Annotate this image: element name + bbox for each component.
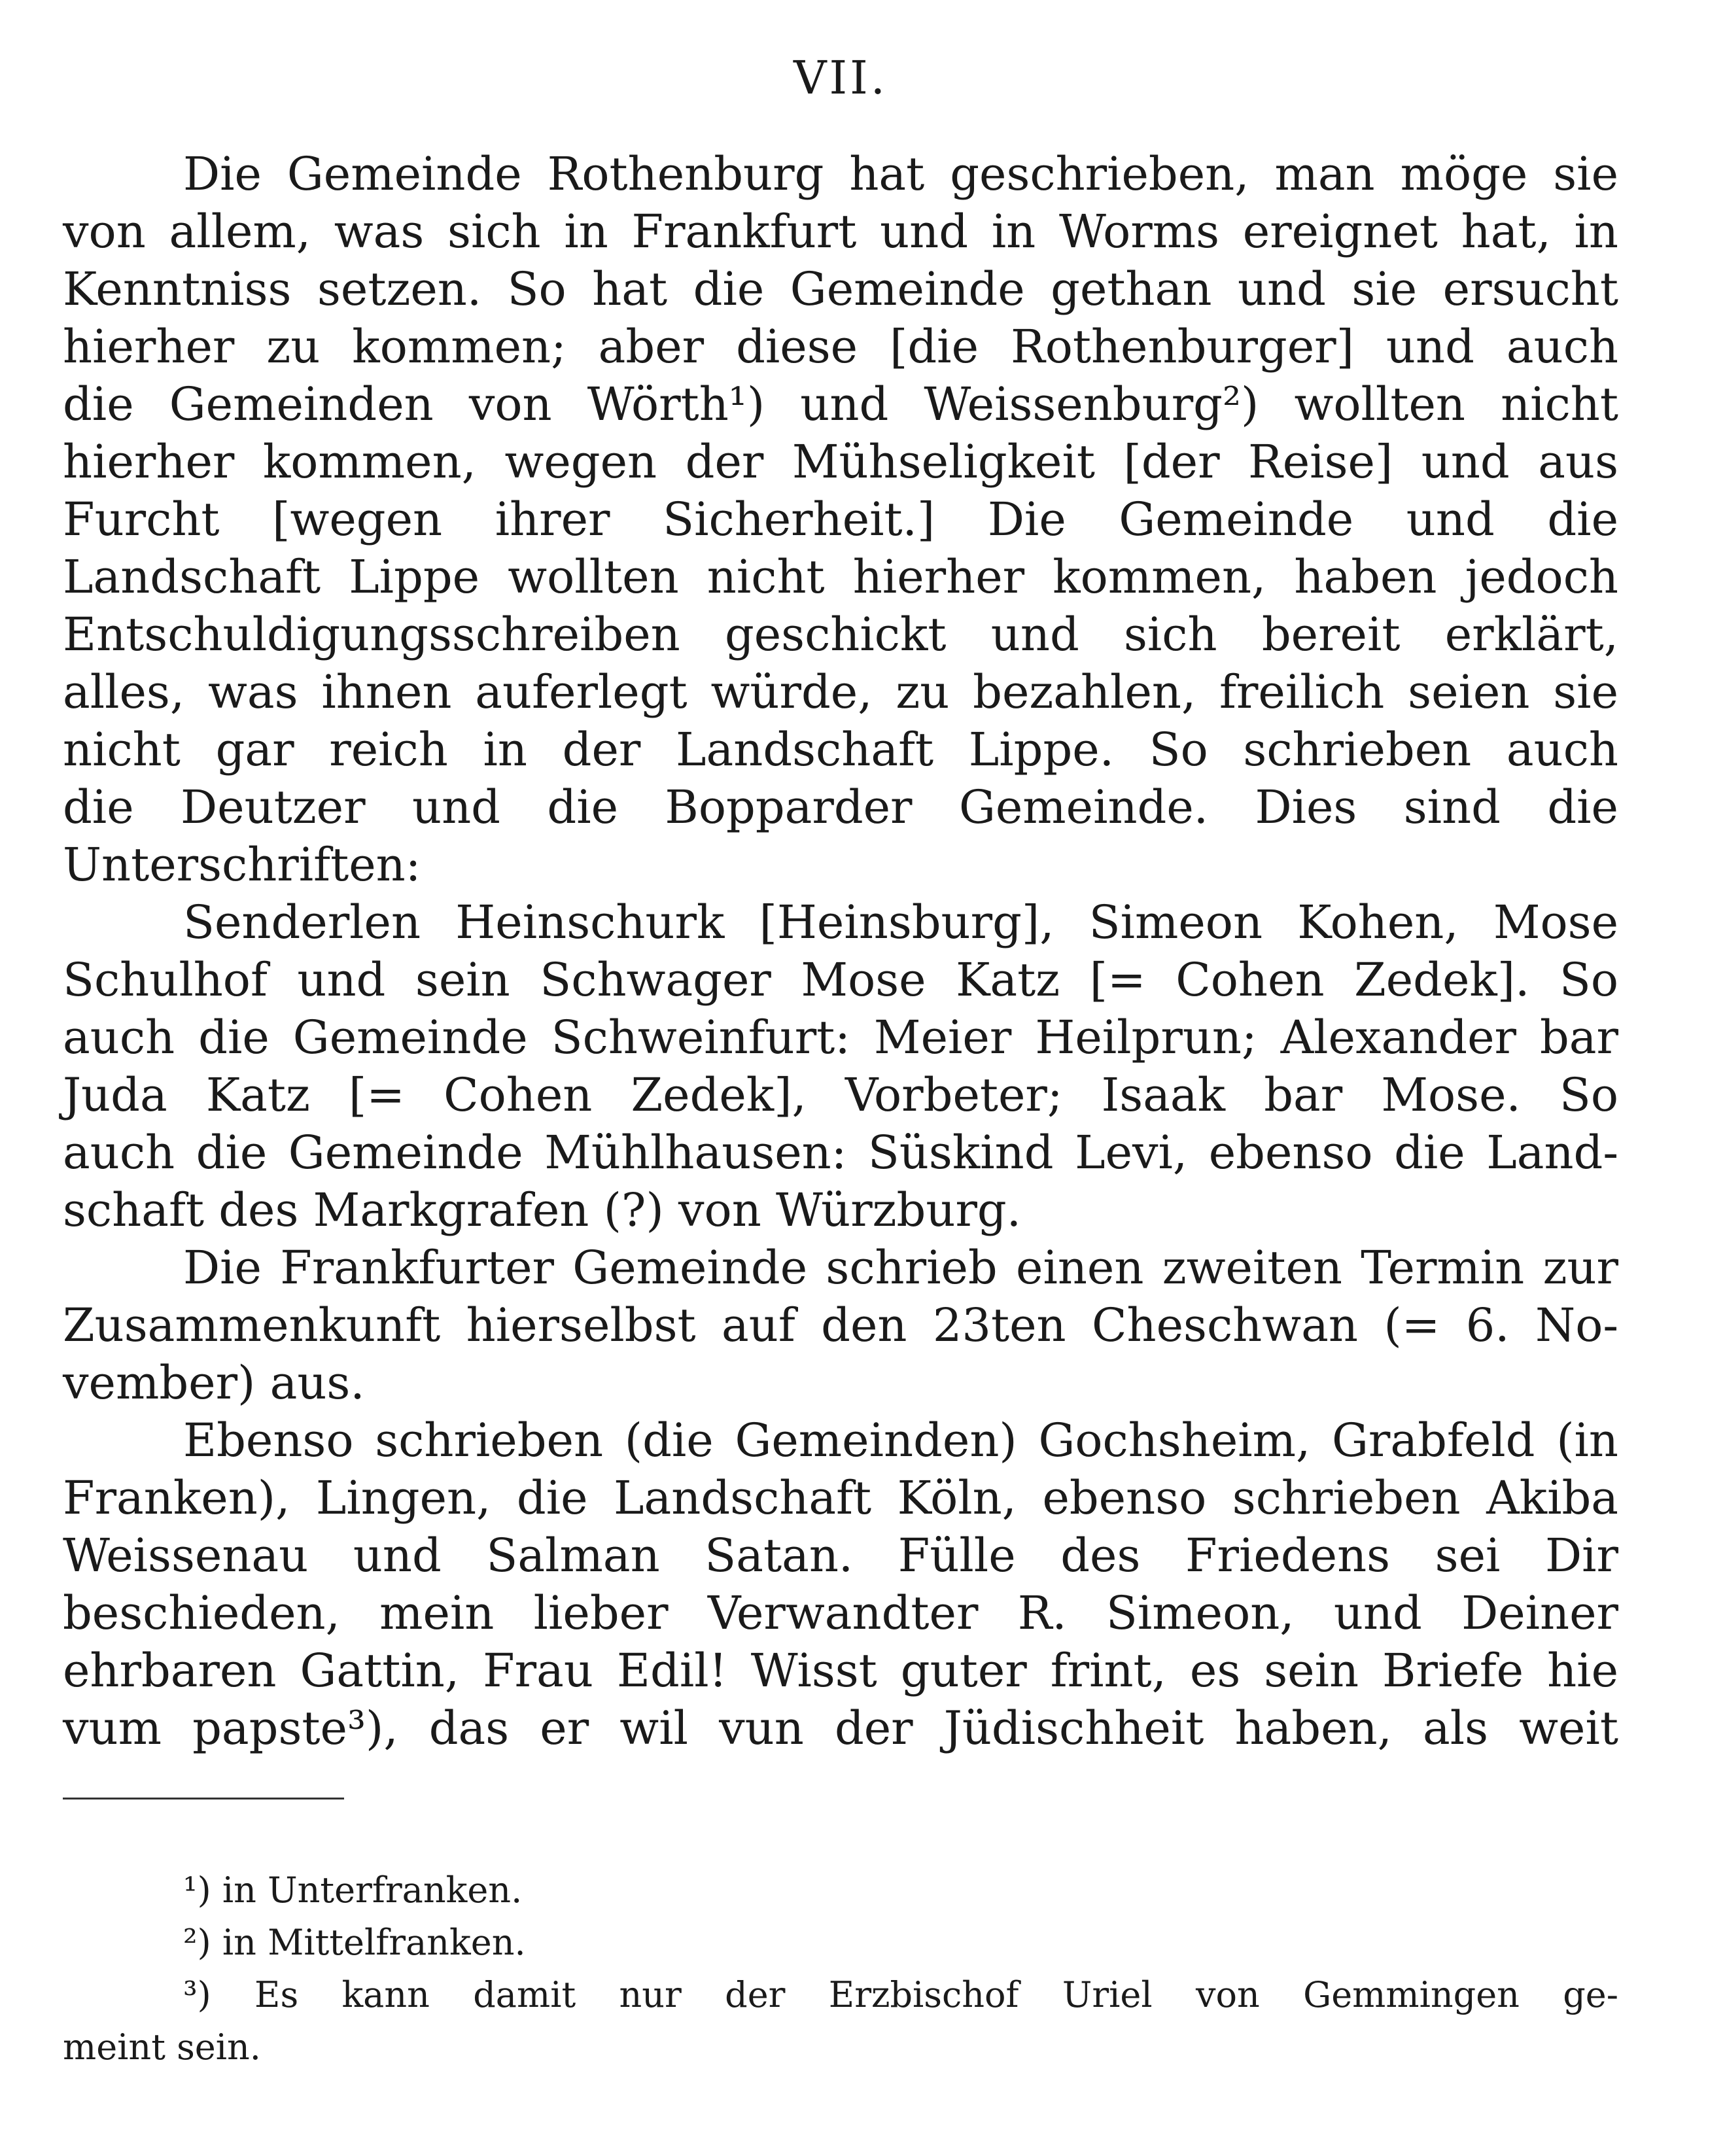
text-line: Unterschriften: <box>63 838 421 892</box>
text-line: die Gemeinden von Wörth¹) und Weissenburg²) wollten nicht <box>63 377 1618 431</box>
text-line: beschieden, mein lieber Verwandter R. Simeon, und Deiner <box>63 1586 1618 1640</box>
text-line: Die Frankfurter Gemeinde schrieb einen zweiten Termin zur <box>183 1241 1618 1295</box>
footnote-3: ³) Es kann damit nur der Erzbischof Uriel von Gemmingen ge- <box>183 1974 1618 2015</box>
text-line: Franken), Lingen, die Landschaft Köln, ebenso schrieben Akiba <box>63 1471 1618 1525</box>
text-line: Ebenso schrieben (die Gemeinden) Gochsheim, Grabfeld (in <box>183 1414 1618 1467</box>
text-line: alles, was ihnen auferlegt würde, zu bezahlen, freilich seien sie <box>63 665 1618 719</box>
footnotes <box>63 1864 1618 2074</box>
paragraph-1 <box>63 145 1618 894</box>
text-line: Juda Katz [= Cohen Zedek], Vorbeter; Isaak bar Mose. So <box>63 1068 1618 1122</box>
paragraph-4 <box>63 1412 1618 1757</box>
paragraph-2 <box>63 894 1618 1239</box>
text-line: Landschaft Lippe wollten nicht hierher kommen, haben jedoch <box>63 550 1618 604</box>
text-line: schaft des Markgrafen (?) von Würzburg. <box>63 1183 1021 1237</box>
page-number: VII. <box>793 51 888 105</box>
text-line: Schulhof und sein Schwager Mose Katz [= Cohen Zedek]. So <box>63 953 1618 1007</box>
text-line: vember) aus. <box>63 1356 365 1410</box>
text-line: auch die Gemeinde Schweinfurt: Meier Heilprun; Alexander bar <box>63 1011 1618 1064</box>
text-line: Die Gemeinde Rothenburg hat geschrieben, man möge sie <box>183 147 1618 201</box>
paragraph-3 <box>63 1239 1618 1412</box>
text-line: ehrbaren Gattin, Frau Edil! Wisst guter frint, es sein Briefe hie <box>63 1644 1618 1697</box>
text-line: auch die Gemeinde Mühlhausen: Süskind Levi, ebenso die Land- <box>63 1126 1618 1179</box>
footnote-3-continuation: meint sein. <box>63 2026 261 2068</box>
text-line: Entschuldigungsschreiben geschickt und sich bereit erklärt, <box>63 608 1618 661</box>
text-line: Weissenau und Salman Satan. Fülle des Friedens sei Dir <box>63 1529 1618 1582</box>
text-line: Furcht [wegen ihrer Sicherheit.] Die Gemeinde und die <box>63 493 1618 546</box>
text-line: hierher kommen, wegen der Mühseligkeit [der Reise] und aus <box>63 435 1618 489</box>
text-line: Senderlen Heinschurk [Heinsburg], Simeon Kohen, Mose <box>183 895 1618 949</box>
document-page <box>63 0 1618 2156</box>
text-line: hierher zu kommen; aber diese [die Rothenburger] und auch <box>63 320 1618 374</box>
footnote-2: ²) in Mittelfranken. <box>183 1922 526 1963</box>
text-line: vum papste³), das er wil vun der Jüdischheit haben, als weit <box>63 1701 1618 1755</box>
footnote-1: ¹) in Unterfranken. <box>183 1869 523 1911</box>
footnote-divider <box>63 1798 344 1800</box>
text-line: von allem, was sich in Frankfurt und in Worms ereignet hat, in <box>63 205 1618 258</box>
text-line: die Deutzer und die Bopparder Gemeinde. Dies sind die <box>63 780 1618 834</box>
text-line: Kenntniss setzen. So hat die Gemeinde gethan und sie ersucht <box>63 262 1618 316</box>
text-line: Zusammenkunft hierselbst auf den 23ten Cheschwan (= 6. No- <box>63 1298 1618 1352</box>
body-text <box>63 145 1618 1757</box>
text-line: nicht gar reich in der Landschaft Lippe. So schrieben auch <box>63 723 1618 776</box>
